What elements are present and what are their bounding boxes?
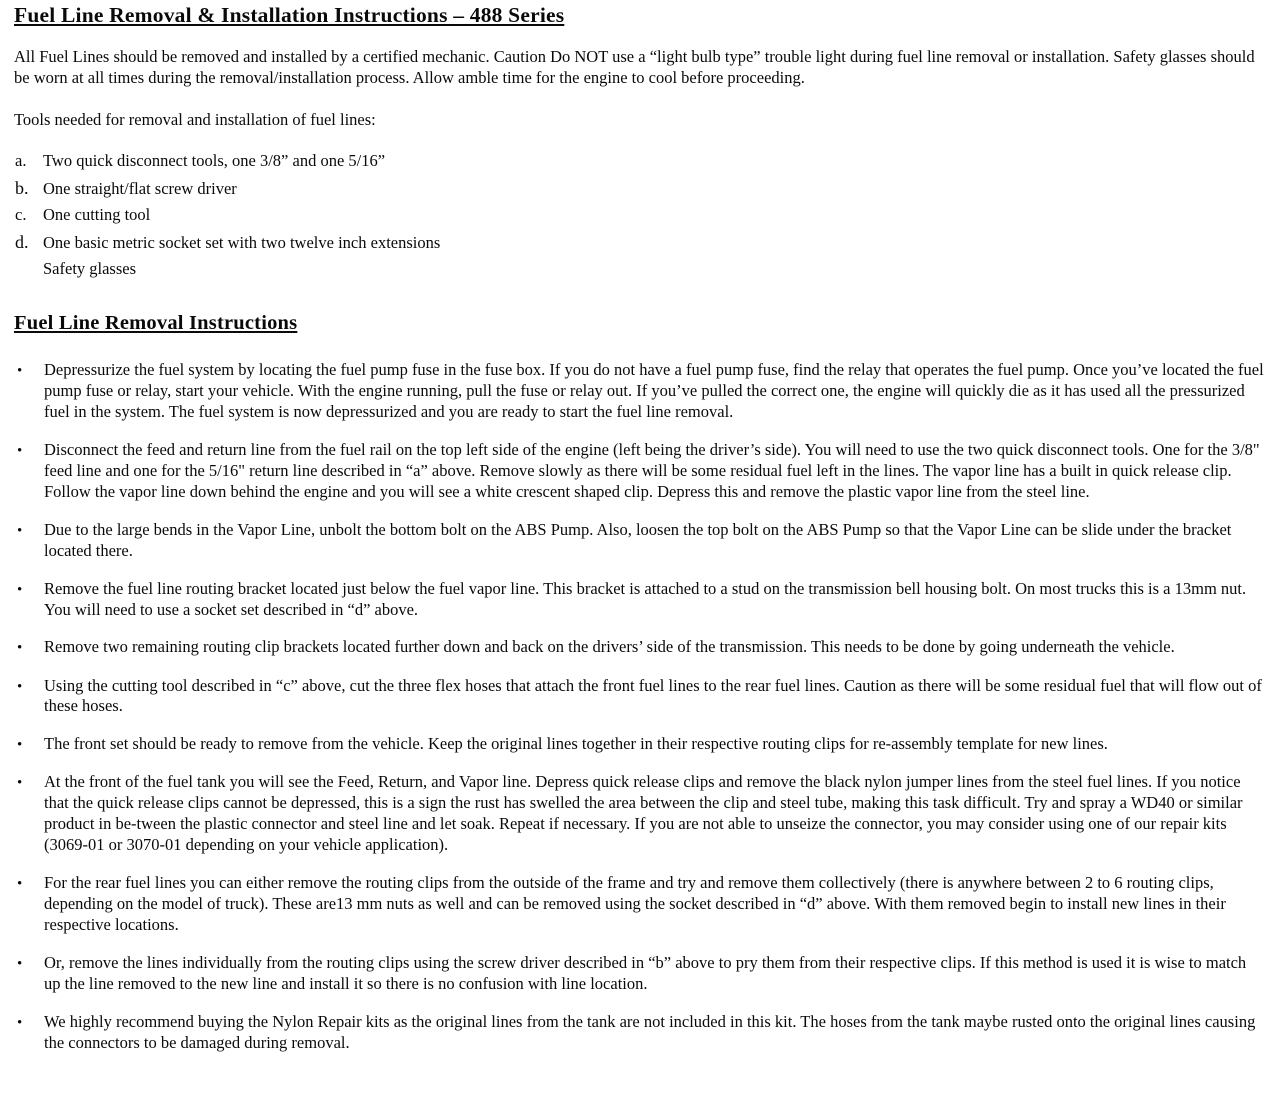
- tool-marker: d.: [15, 232, 29, 253]
- step-item: [14, 1012, 1265, 1054]
- step-text: Due to the large bends in the Vapor Line, unbolt the bottom bolt on the ABS Pump. Also, loosen the top bolt on the ABS Pump so that the Vapor Line can be slide under the bracket located there.: [44, 519, 1232, 560]
- intro-paragraph: All Fuel Lines should be removed and installed by a certified mechanic. Caution Do NOT use a “light bulb type” trouble light during fuel line removal or installation. Safety glasses should be worn at all times during the removal/installation process. Allow amble time for the engine to cool before proceeding.: [14, 47, 1255, 88]
- instruction-steps: [14, 360, 1265, 1054]
- bullet-icon: •: [17, 640, 23, 657]
- step-text: Remove the fuel line routing bracket located just below the fuel vapor line. This bracket is attached to a stud on the transmission bell housing bolt. On most trucks this is a 13mm nut. You will need to use a socket set described in “d” above.: [44, 578, 1247, 619]
- step-item: [14, 520, 1265, 562]
- tool-text: One cutting tool: [43, 205, 151, 225]
- step-item: [14, 676, 1265, 718]
- tool-item-a: [14, 151, 1265, 172]
- step-item: [14, 579, 1265, 621]
- step-text: At the front of the fuel tank you will see the Feed, Return, and Vapor line. Depress quick release clips and remove the black nylon jumper lines from the steel fuel lines. If you notice that the quick release clips cannot be depressed, this is a sign the rust has swelled the area between the clip and steel tube, making this task difficult. Try and spray a WD40 or similar product in be-tween the plastic connector and steel line and let soak. Repeat if necessary. If you are not able to unseize the connector, you may consider using one of our repair kits (3069-01 or 3070-01 depending on your vehicle application).: [44, 772, 1243, 855]
- bullet-icon: •: [17, 876, 23, 893]
- tool-item-safety-glasses: [14, 259, 1265, 280]
- bullet-icon: •: [17, 581, 23, 598]
- section-heading: Fuel Line Removal Instructions: [14, 311, 298, 334]
- tool-marker: b.: [15, 178, 29, 199]
- step-text: Remove two remaining routing clip brackets located further down and back on the drivers’ side of the transmission. This needs to be done by going underneath the vehicle.: [44, 637, 1175, 657]
- step-item: [14, 637, 1265, 658]
- step-text: For the rear fuel lines you can either remove the routing clips from the outside of the frame and try and remove them collectively (there is anywhere between 2 to 6 routing clips, depending on the model of truck). These are13 mm nuts as well and can be removed using the socket described in “d” above. With them removed begin to install new lines in their respective locations.: [44, 873, 1226, 935]
- step-item: [14, 360, 1265, 423]
- tool-marker: c.: [15, 205, 27, 225]
- bullet-icon: •: [17, 442, 23, 459]
- bullet-icon: •: [17, 678, 23, 695]
- tool-text: One basic metric socket set with two twelve inch extensions: [43, 233, 441, 253]
- tool-text: Safety glasses: [43, 258, 137, 278]
- step-text: The front set should be ready to remove from the vehicle. Keep the original lines together in their respective routing clips for re-assembly template for new lines.: [44, 734, 1108, 754]
- bullet-icon: •: [17, 956, 23, 973]
- tool-item-c: [14, 205, 1265, 226]
- step-text: Depressurize the fuel system by locating the fuel pump fuse in the fuse box. If you do not have a fuel pump fuse, find the relay that operates the fuel pump. Once you’ve located the fuel pump fuse or relay, start your vehicle. With the engine running, pull the fuse or relay out. If you’ve pulled the correct one, the engine will quickly die as it has used all the pressurized fuel in the system. The fuel system is now depressurized and you are ready to start the fuel line removal.: [44, 359, 1264, 421]
- tool-marker: a.: [15, 151, 27, 171]
- tools-list: [14, 151, 1265, 280]
- step-item: [14, 440, 1265, 503]
- step-item: [14, 734, 1265, 755]
- tool-item-b: [14, 177, 1265, 200]
- bullet-icon: •: [17, 775, 23, 792]
- tool-text: One straight/flat screw driver: [43, 179, 237, 199]
- step-text: Or, remove the lines individually from the routing clips using the screw driver described in “b” above to pry them from their respective clips. If this method is used it is wise to match up the line removed to the new line and install it so there is no confusion with line location.: [44, 953, 1247, 994]
- tool-item-d: [14, 231, 1265, 254]
- step-item: [14, 772, 1265, 856]
- step-text: We highly recommend buying the Nylon Repair kits as the original lines from the tank are not included in this kit. The hoses from the tank maybe rusted onto the original lines causing the connectors to be damaged during removal.: [44, 1012, 1256, 1053]
- step-text: Disconnect the feed and return line from the fuel rail on the top left side of the engine (left being the driver’s side). You will need to use the two quick disconnect tools. One for the 3/8" feed line and one for the 5/16" return line described in “a” above. Remove slowly as there will be some residual fuel left in the lines. The vapor line has a built in quick release clip. Follow the vapor line down behind the engine and you will see a white crescent shaped clip. Depress this and remove the plastic vapor line from the steel line.: [44, 439, 1260, 501]
- page-title: Fuel Line Removal & Installation Instructions – 488 Series: [14, 3, 565, 27]
- bullet-icon: •: [17, 1015, 23, 1032]
- step-item: [14, 873, 1265, 936]
- step-text: Using the cutting tool described in “c” above, cut the three flex hoses that attach the front fuel lines to the rear fuel lines. Caution as there will be some residual fuel that will flow out of these hoses.: [44, 675, 1262, 716]
- bullet-icon: •: [17, 362, 23, 379]
- bullet-icon: •: [17, 737, 23, 754]
- tools-intro-text: Tools needed for removal and installation of fuel lines:: [14, 110, 376, 130]
- bullet-icon: •: [17, 522, 23, 539]
- tool-text: Two quick disconnect tools, one 3/8” and one 5/16”: [43, 151, 386, 171]
